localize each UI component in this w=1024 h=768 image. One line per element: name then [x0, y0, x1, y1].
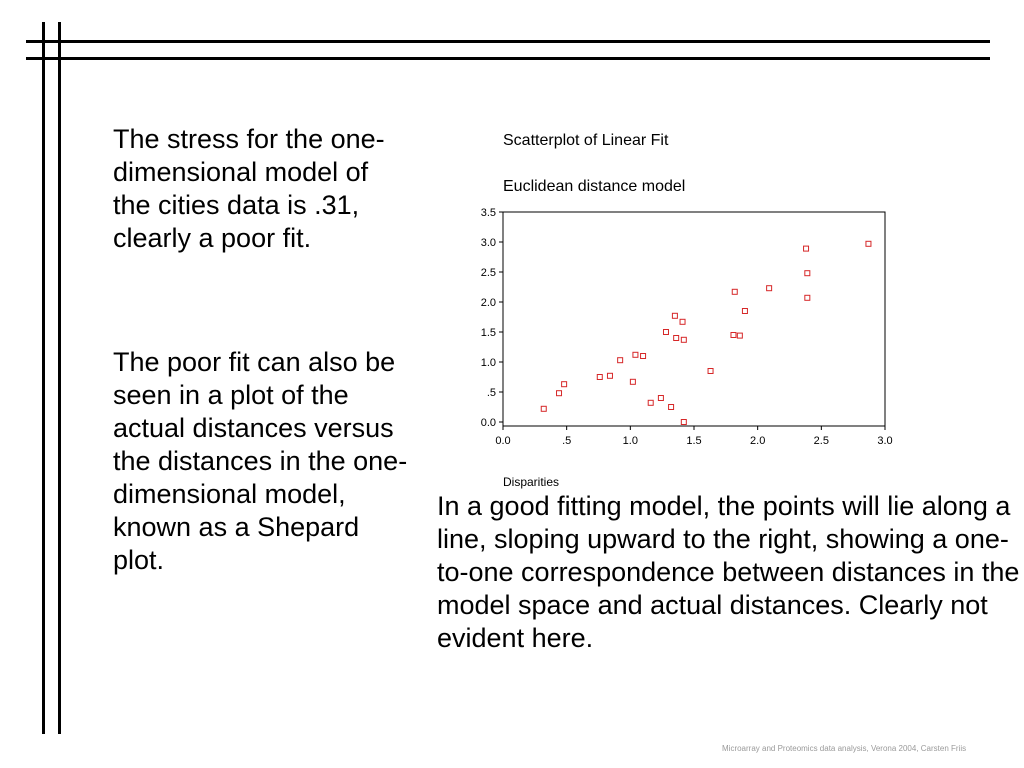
- y-axis: [481, 207, 503, 429]
- shepard-plot-paragraph: The poor fit can also be seen in a plot of the actual distances versus the distances in the one-dimensional model, known as a Shepard plot.: [113, 347, 408, 575]
- scatter-point: [663, 330, 668, 335]
- scatter-point: [557, 391, 562, 396]
- x-tick-label: 2.5: [813, 435, 829, 447]
- scatter-point: [805, 295, 810, 300]
- y-tick-label: 1.5: [480, 327, 496, 339]
- scatter-point: [681, 337, 686, 342]
- scatter-point: [681, 420, 686, 425]
- x-tick-label: 3.0: [877, 435, 893, 447]
- scatter-point: [672, 313, 677, 318]
- scatter-point: [866, 241, 871, 246]
- scatter-point: [669, 405, 674, 410]
- x-axis-label: Disparities: [503, 475, 560, 489]
- scatter-point: [607, 373, 612, 378]
- scatter-point: [597, 375, 602, 380]
- x-axis: [495, 426, 892, 447]
- scatter-point: [767, 286, 772, 291]
- good-fit-paragraph: In a good fitting model, the points will lie along a line, sloping upward to the right, showing a one-to-one correspondence between distances in the model space and actual distances. Clearly not evident here.: [437, 491, 1020, 653]
- x-tick-label: 2.0: [750, 435, 766, 447]
- y-tick-label: 3.0: [480, 237, 496, 249]
- scatter-point: [641, 354, 646, 359]
- scatter-point: [805, 271, 810, 276]
- scatter-point: [680, 319, 685, 324]
- stress-paragraph: The stress for the one-dimensional model of the cities data is .31, clearly a poor fit.: [113, 124, 385, 253]
- scatter-point: [562, 382, 567, 387]
- scatter-point: [674, 336, 679, 341]
- scatter-points: [541, 241, 871, 424]
- scatter-point: [633, 352, 638, 357]
- frame-horizontal-rule-bottom: [26, 57, 990, 60]
- scatter-point: [618, 358, 623, 363]
- scatter-point: [630, 379, 635, 384]
- scatter-point: [742, 309, 747, 314]
- y-tick-label: 2.5: [480, 267, 496, 279]
- y-tick-label: .5: [486, 387, 496, 399]
- y-tick-label: 1.0: [480, 357, 496, 369]
- scatter-point: [731, 333, 736, 338]
- x-tick-label: 1.5: [686, 435, 702, 447]
- y-tick-label: 0.0: [480, 417, 496, 429]
- scatter-point: [737, 333, 742, 338]
- x-tick-label: 1.0: [622, 435, 638, 447]
- x-tick-label: .5: [562, 435, 572, 447]
- frame-vertical-rule-inner: [58, 22, 61, 734]
- x-tick-label: 0.0: [495, 435, 511, 447]
- plot-area-frame: [503, 212, 885, 426]
- scatter-point: [541, 406, 546, 411]
- scatter-point: [648, 400, 653, 405]
- scatter-point: [708, 369, 713, 374]
- frame-vertical-rule-outer: [42, 22, 45, 734]
- y-tick-label: 3.5: [480, 207, 496, 219]
- scatter-point: [804, 246, 809, 251]
- chart-title: Scatterplot of Linear Fit: [503, 132, 669, 149]
- chart-subtitle: Euclidean distance model: [503, 178, 686, 195]
- frame-horizontal-rule-top: [26, 40, 990, 43]
- y-tick-label: 2.0: [480, 297, 496, 309]
- scatter-point: [658, 396, 663, 401]
- scatter-point: [732, 289, 737, 294]
- shepard-scatterplot: [440, 120, 910, 495]
- footer-credit: Microarray and Proteomics data analysis, Verona 2004, Carsten Friis: [722, 744, 967, 753]
